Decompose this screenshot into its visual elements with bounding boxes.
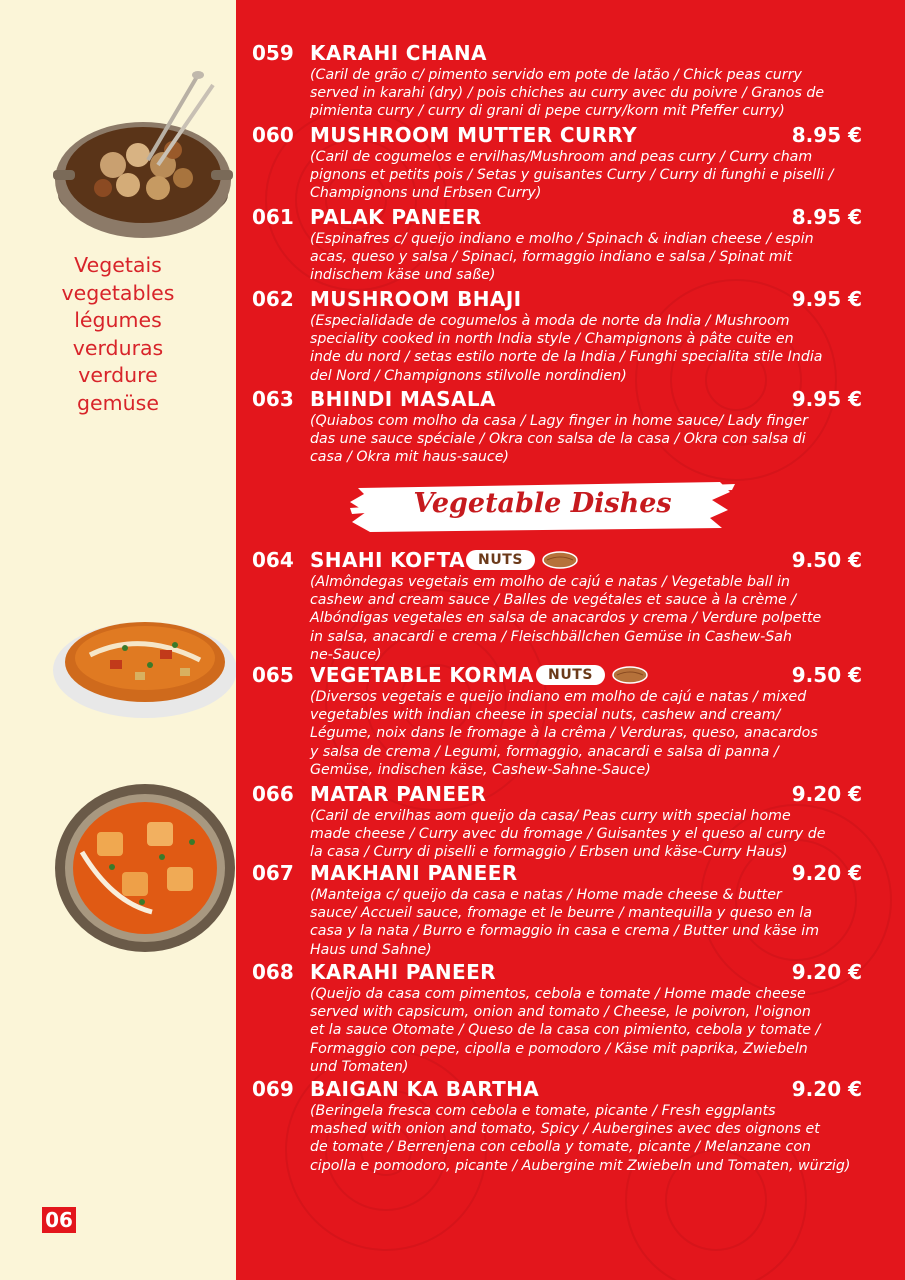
item-description (310, 985, 865, 1076)
description-line: cashew and cream sauce / Balles de vegétales et sauce à la crème / (310, 592, 797, 609)
description-line: (Especialidade de cogumelos à moda de norte da India / Mushroom (310, 313, 790, 329)
item-name: MAKHANI PANEER (310, 861, 518, 885)
description-line: (Caril de cogumelos e ervilhas/Mushroom and peas curry / Curry cham (310, 149, 813, 165)
description-line: et la sauce Otomate / Queso de la casa con pimiento, cebola y tomate / (310, 1022, 821, 1039)
description-line: (Beringela fresca com cebola e tomate, picante / Fresh eggplants (310, 1103, 776, 1119)
description-line: Haus und Sahne) (310, 941, 432, 958)
item-name: PALAK PANEER (310, 205, 482, 229)
left-cream-panel (0, 0, 236, 1280)
item-price: 9.20 € (791, 960, 862, 984)
item-number: 063 (252, 387, 294, 411)
category-line: gemüse (77, 390, 159, 415)
menu-item (252, 40, 867, 121)
menu-item-header (252, 286, 867, 312)
description-line: pimienta curry / curry di grani di pepe curry/korn mit Pfeffer curry) (310, 103, 785, 120)
section-title: Vegetable Dishes (413, 488, 672, 519)
item-number: 062 (252, 287, 294, 311)
item-description (310, 312, 865, 385)
item-description (310, 886, 865, 959)
description-line: indischem käse und saße) (310, 267, 496, 284)
item-name: BAIGAN KA BARTHA (310, 1077, 540, 1101)
item-number: 069 (252, 1077, 294, 1101)
item-name: KARAHI PANEER (310, 960, 496, 984)
nuts-allergen-badge (536, 665, 649, 685)
shahi-kofta-image (50, 600, 240, 720)
description-line: Formaggio con pepe, cipolla e pomodoro / Käse mit paprika, Zwiebeln (310, 1040, 808, 1057)
menu-item-header (252, 860, 867, 886)
description-line: casa y la nata / Burro e formaggio in casa e crema / Butter und käse im (310, 923, 820, 940)
description-line: (Diversos vegetais e queijo indiano em molho de cajú e natas / mixed (310, 689, 807, 705)
description-line: inde du nord / setas estilo norte de la India / Funghi specialita stile India (310, 349, 823, 366)
item-number: 064 (252, 548, 294, 572)
menu-item-header (252, 781, 867, 807)
mushroom-karahi-image (48, 70, 238, 240)
description-line: del Nord / Champignons stilvolle nordindien) (310, 367, 627, 384)
description-line: (Queijo da casa com pimentos, cebola e tomate / Home made cheese (310, 986, 806, 1002)
item-description (310, 412, 865, 467)
description-line: de tomate / Berrenjena con cebolla y tomate, picante / Melanzane con (310, 1139, 812, 1156)
item-name: KARAHI CHANA (310, 41, 487, 65)
item-description (310, 573, 865, 664)
menu-item-header (252, 547, 867, 573)
category-line: légumes (74, 308, 162, 332)
menu-item (252, 662, 867, 779)
item-price: 9.50 € (791, 663, 862, 687)
item-number: 059 (252, 41, 294, 65)
item-description (310, 1102, 865, 1175)
description-line: Légume, noix dans le fromage à la crêma / Verduras, queso, anacardos (310, 725, 818, 742)
description-line: Gemüse, indischen käse, Cashew-Sahne-Sauce) (310, 761, 651, 778)
menu-item (252, 959, 867, 1076)
item-number: 061 (252, 205, 294, 229)
item-description (310, 148, 865, 203)
description-line: pignons et petits pois / Setas y guisantes Curry / Curry di funghi e piselli / (310, 167, 834, 184)
makhani-paneer-image (52, 782, 238, 954)
menu-item (252, 204, 867, 285)
description-line: (Almôndegas vegetais em molho de cajú e natas / Vegetable ball in (310, 574, 791, 590)
nuts-allergen-badge (466, 550, 579, 570)
description-line: vegetables with indian cheese in special nuts, cashew and cream/ (310, 707, 781, 724)
menu-item-header (252, 959, 867, 985)
description-line: Champignons und Erbsen Curry) (310, 185, 542, 202)
item-name: VEGETABLE KORMA (310, 663, 534, 687)
item-name: BHINDI MASALA (310, 387, 496, 411)
item-description (310, 807, 865, 862)
item-price: 8.95 € (791, 205, 862, 229)
description-line: (Caril de ervilhas aom queijo da casa/ Peas curry with special home (310, 808, 791, 824)
menu-item (252, 781, 867, 862)
menu-item (252, 386, 867, 467)
item-number: 068 (252, 960, 294, 984)
description-line: cipolla e pomodoro, picante / Aubergine mit Zwiebeln und Tomaten, würzig) (310, 1157, 851, 1174)
menu-item-header (252, 122, 867, 148)
menu-item-header (252, 386, 867, 412)
menu-item (252, 122, 867, 203)
description-line: Albóndigas vegetales en salsa de anacardos y crema / Verdure polpette (310, 610, 822, 627)
description-line: das une sauce spéciale / Okra con salsa de la casa / Okra con salsa di (310, 431, 806, 448)
menu-item-header (252, 1076, 867, 1102)
description-line: und Tomaten) (310, 1058, 409, 1075)
description-line: la casa / Curry di piselli e formaggio / Erbsen und käse-Curry Haus) (310, 844, 788, 861)
category-label (38, 252, 198, 417)
item-number: 060 (252, 123, 294, 147)
menu-item (252, 547, 867, 664)
item-price: 9.20 € (791, 782, 862, 806)
menu-item (252, 286, 867, 385)
item-price: 9.20 € (791, 1077, 862, 1101)
item-name: MATAR PANEER (310, 782, 487, 806)
item-name: MUSHROOM MUTTER CURRY (310, 123, 637, 147)
item-number: 067 (252, 861, 294, 885)
menu-item-header (252, 40, 867, 66)
description-line: y salsa de crema / Legumi, formaggio, anacardi e salsa di panna / (310, 743, 779, 760)
menu-item-header (252, 204, 867, 230)
item-name: MUSHROOM BHAJI (310, 287, 522, 311)
menu-item (252, 1076, 867, 1175)
description-line: casa / Okra mit haus-sauce) (310, 449, 509, 466)
description-line: (Manteiga c/ queijo da casa e natas / Home made cheese & butter (310, 887, 782, 903)
description-line: acas, queso y salsa / Spinaci, formaggio indiano e salsa / Spinat mit (310, 249, 793, 266)
category-line: verdure (78, 363, 158, 387)
item-description (310, 66, 865, 121)
description-line: served with capsicum, onion and tomato / Cheese, le poivron, l'oignon (310, 1004, 811, 1021)
description-line: speciality cooked in north India style / Champignons à pâte cuite en (310, 331, 794, 348)
category-line: verduras (72, 335, 164, 360)
item-number: 065 (252, 663, 294, 687)
description-line: mashed with onion and tomato, Spicy / Aubergines avec des oignons et (310, 1121, 820, 1138)
description-line: made cheese / Curry avec du fromage / Guisantes y el queso al curry de (310, 826, 826, 843)
menu-item (252, 860, 867, 959)
item-price: 8.95 € (791, 123, 862, 147)
description-line: sauce/ Accueil sauce, fromage et le beurre / mantequilla y queso en la (310, 905, 813, 922)
item-price: 9.95 € (791, 287, 862, 311)
description-line: served in karahi (dry) / pois chiches au curry avec du poivre / Granos de (310, 85, 825, 102)
nuts-label: NUTS (466, 550, 535, 570)
description-line: ne-Sauce) (310, 646, 382, 663)
nuts-label: NUTS (536, 665, 605, 685)
description-line: (Espinafres c/ queijo indiano e molho / Spinach & indian cheese / espin (310, 231, 814, 247)
item-price: 9.50 € (791, 548, 862, 572)
item-price: 9.95 € (791, 387, 862, 411)
menu-item-header (252, 662, 867, 688)
item-name: SHAHI KOFTA (310, 548, 465, 572)
category-line: vegetables (61, 280, 175, 305)
category-line: Vegetais (74, 253, 162, 277)
item-number: 066 (252, 782, 294, 806)
almond-icon (611, 665, 649, 685)
description-line: in salsa, anacardi e crema / Fleischbällchen Gemüse in Cashew-Sah (310, 628, 792, 645)
item-description (310, 688, 865, 779)
description-line: (Quiabos com molho da casa / Lagy finger in home sauce/ Lady finger (310, 413, 808, 429)
description-line: (Caril de grão c/ pimento servido em pote de latão / Chick peas curry (310, 67, 802, 83)
almond-icon (541, 550, 579, 570)
item-description (310, 230, 865, 285)
item-price: 9.20 € (791, 861, 862, 885)
page-number: 06 (42, 1207, 76, 1233)
